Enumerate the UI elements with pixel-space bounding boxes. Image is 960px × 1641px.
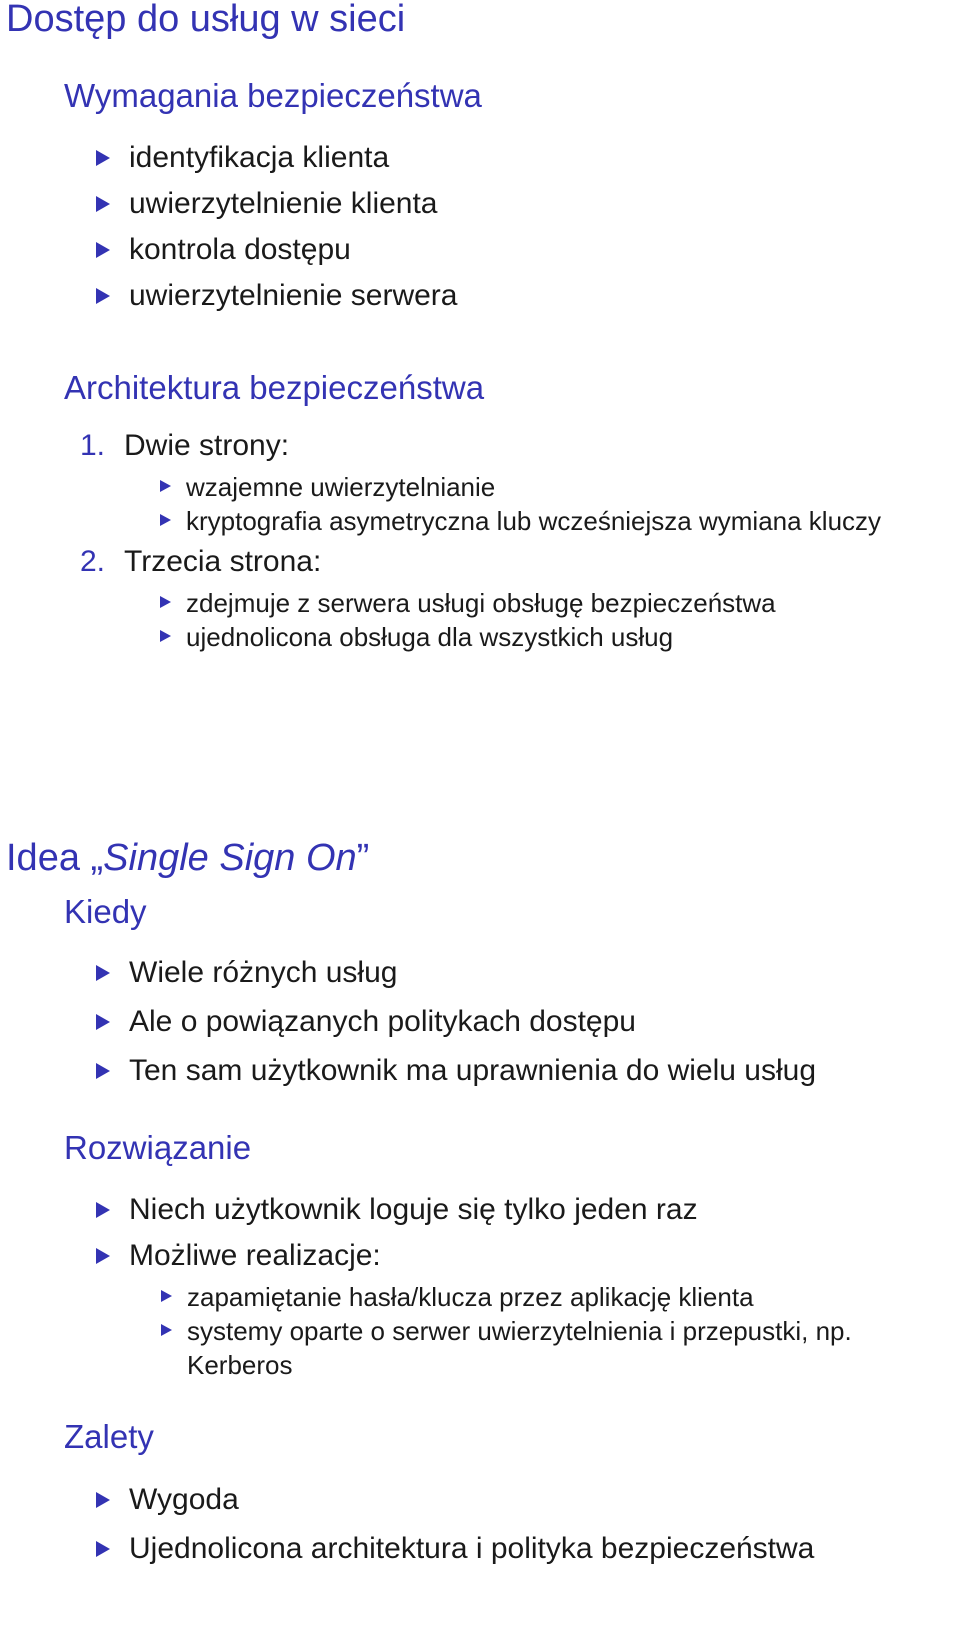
bullet-triangle-icon <box>96 242 110 258</box>
slide-title: Idea „Single Sign On” <box>6 837 370 879</box>
bullet-triangle-icon <box>96 1492 110 1508</box>
sub-list-item: ujednolicona obsługa dla wszystkich usług <box>124 620 940 654</box>
bullet-triangle-icon <box>160 596 171 608</box>
bullet-triangle-icon <box>160 514 171 526</box>
bullet-triangle-icon <box>96 1541 110 1557</box>
bullet-triangle-icon <box>96 1063 110 1079</box>
sub-list-item: zdejmuje z serwera usługi obsługę bezpieczeństwa <box>124 586 940 620</box>
slide-single-sign-on <box>0 837 960 1641</box>
enum-text: Dwie strony: <box>124 429 290 462</box>
enum-number: 1. <box>80 429 106 462</box>
enum-item <box>80 544 940 654</box>
bullet-triangle-icon <box>96 1014 110 1030</box>
block-title-security-requirements: Wymagania bezpieczeństwa <box>64 77 482 114</box>
list-item: Ujednolicona architektura i polityka bezpieczeństwa <box>96 1531 946 1580</box>
enum-number: 2. <box>80 545 106 578</box>
bullet-triangle-icon <box>96 1248 110 1264</box>
security-requirements-list <box>96 140 946 324</box>
slide-title: Dostęp do usług w sieci <box>6 0 406 40</box>
enum-item <box>80 428 940 538</box>
bullet-triangle-icon <box>96 150 110 166</box>
when-list <box>96 955 946 1102</box>
realizations-sub-list <box>125 1280 945 1382</box>
enum-text: Trzecia strona: <box>124 545 322 578</box>
advantages-list <box>96 1482 946 1580</box>
list-item: Wiele różnych usług <box>96 955 946 1004</box>
list-item: kontrola dostępu <box>96 232 946 278</box>
list-item: Możliwe realizacje: <box>96 1238 946 1284</box>
list-item: Ale o powiązanych politykach dostępu <box>96 1004 946 1053</box>
list-item: Niech użytkownik loguje się tylko jeden raz <box>96 1192 946 1238</box>
bullet-triangle-icon <box>161 1290 172 1302</box>
bullet-triangle-icon <box>96 965 110 981</box>
block-title-when: Kiedy <box>64 893 147 930</box>
block-title-advantages: Zalety <box>64 1418 154 1455</box>
bullet-triangle-icon <box>96 196 110 212</box>
list-item: Ten sam użytkownik ma uprawnienia do wielu usług <box>96 1053 946 1102</box>
list-item: Wygoda <box>96 1482 946 1531</box>
block-title-security-architecture: Architektura bezpieczeństwa <box>64 369 485 406</box>
sub-list-item: zapamiętanie hasła/klucza przez aplikację klienta <box>125 1280 945 1314</box>
sub-list <box>124 586 940 654</box>
bullet-triangle-icon <box>160 480 171 492</box>
block-title-solution: Rozwiązanie <box>64 1129 252 1166</box>
solution-list <box>96 1192 946 1284</box>
list-item: uwierzytelnienie serwera <box>96 278 946 324</box>
list-item: uwierzytelnienie klienta <box>96 186 946 232</box>
sub-list <box>124 470 940 538</box>
sub-list-item: kryptografia asymetryczna lub wcześniejsza wymiana kluczy <box>124 504 940 538</box>
bullet-triangle-icon <box>96 288 110 304</box>
sub-list-item: wzajemne uwierzytelnianie <box>124 470 940 504</box>
architecture-enumeration <box>80 428 940 660</box>
slide-access-to-services <box>0 0 960 760</box>
list-item: identyfikacja klienta <box>96 140 946 186</box>
bullet-triangle-icon <box>96 1202 110 1218</box>
bullet-triangle-icon <box>161 1324 172 1336</box>
sub-list-item: systemy oparte o serwer uwierzytelnienia i przepustki, np. Kerberos <box>125 1314 945 1382</box>
bullet-triangle-icon <box>160 630 171 642</box>
